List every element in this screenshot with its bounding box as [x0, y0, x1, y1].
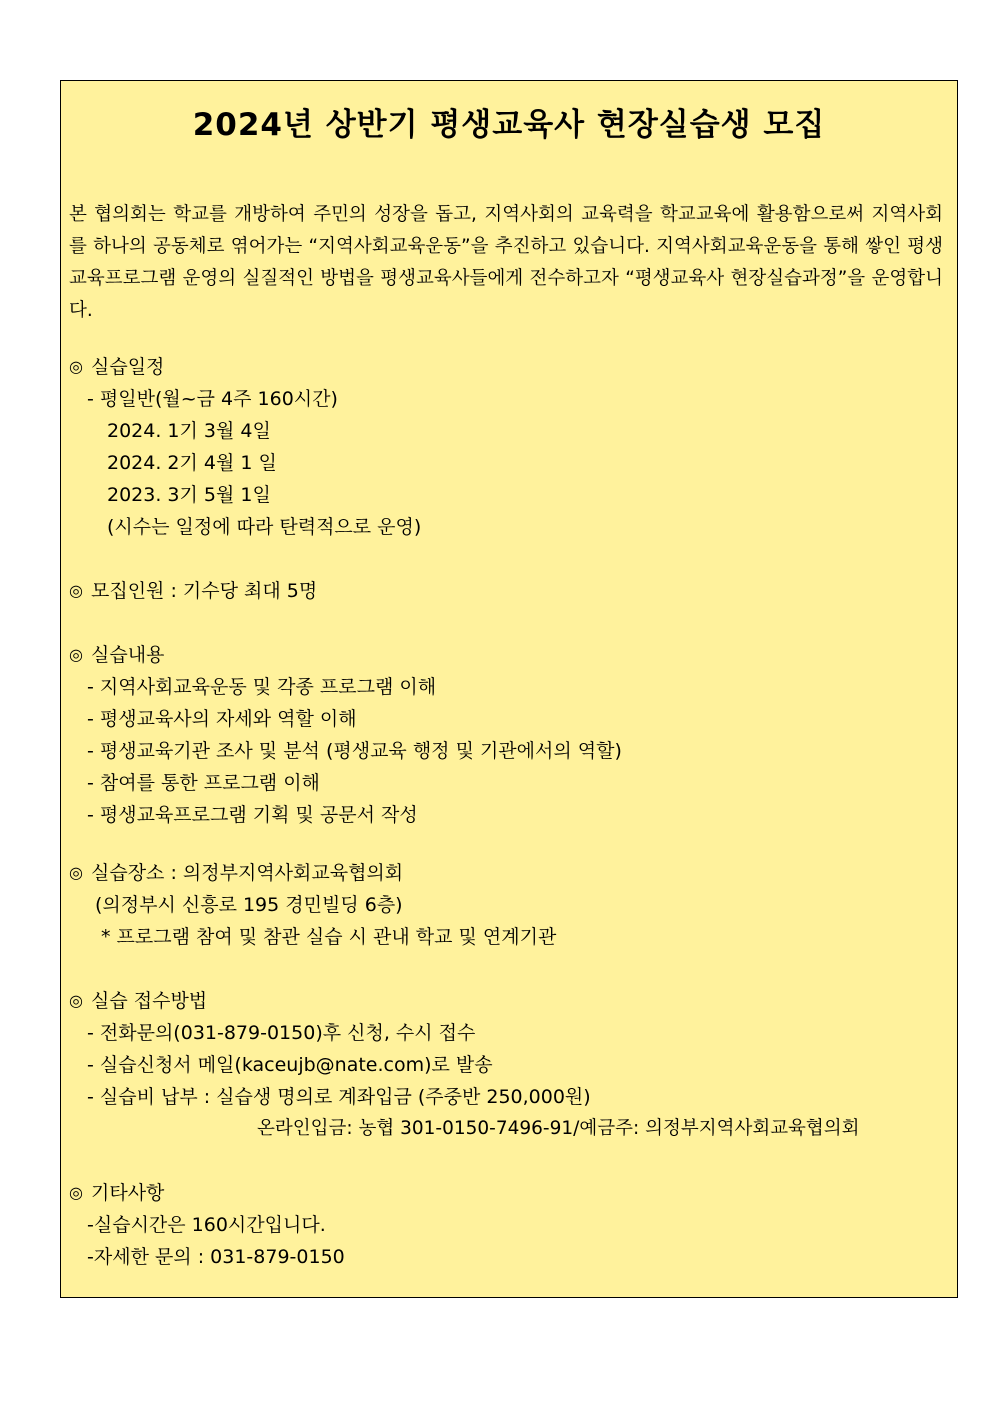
etc-heading-text: 기타사항: [91, 1182, 165, 1204]
notice-box: [60, 80, 958, 1298]
apply-account: 온라인입금: 농협 301-0150-7496-91/예금주: 의정부지역사회교육협의회: [257, 1118, 860, 1139]
bullet-icon: ◎: [69, 357, 83, 376]
schedule-date: 2023. 3기 5월 1일: [107, 484, 271, 506]
content-heading: [69, 639, 164, 671]
schedule-note: (시수는 일정에 따라 탄력적으로 운영): [107, 516, 422, 538]
list-item: - 실습신청서 메일(kaceujb@nate.com)로 발송: [87, 1054, 493, 1076]
schedule-heading: [69, 351, 164, 383]
document-title: 2024년 상반기 평생교육사 현장실습생 모집: [192, 107, 826, 143]
bullet-icon: ◎: [69, 1183, 83, 1202]
list-item: - 참여를 통한 프로그램 이해: [87, 772, 320, 794]
place-note: * 프로그램 참여 및 참관 실습 시 관내 학교 및 연계기관: [101, 926, 557, 948]
list-item: -실습시간은 160시간입니다.: [87, 1214, 326, 1236]
schedule-date: 2024. 2기 4월 1 일: [107, 452, 277, 474]
list-item: - 평생교육프로그램 기획 및 공문서 작성: [87, 804, 418, 826]
bullet-icon: ◎: [69, 581, 83, 600]
content-heading-text: 실습내용: [91, 644, 165, 666]
etc-heading: [69, 1177, 164, 1209]
list-item: - 평생교육기관 조사 및 분석 (평생교육 행정 및 기관에서의 역할): [87, 740, 622, 762]
list-item: -자세한 문의 : 031-879-0150: [87, 1246, 345, 1268]
apply-heading-text: 실습 접수방법: [91, 990, 208, 1012]
recruit-line: [69, 575, 317, 607]
intro-paragraph: 본 협의회는 학교를 개방하여 주민의 성장을 돕고, 지역사회의 교육력을 학교교육에 활용함으로써 지역사회를 하나의 공동체로 엮어가는 “지역사회교육운동”을 추진하고 있습니다. 지역사회교육운동을 통해 쌓인 평생교육프로그램 운영의 실질적인 방법을 평생교육사들에게 전수하고자 “평생교육사 현장실습과정”을 운영합니다.: [69, 204, 943, 321]
bullet-icon: ◎: [69, 991, 83, 1010]
list-item: - 평생교육사의 자세와 역할 이해: [87, 708, 357, 730]
apply-heading: [69, 985, 207, 1017]
place-address: (의정부시 신흥로 195 경민빌딩 6층): [95, 894, 403, 916]
list-item: - 지역사회교육운동 및 각종 프로그램 이해: [87, 676, 437, 698]
list-item: - 전화문의(031-879-0150)후 신청, 수시 접수: [87, 1022, 476, 1044]
recruit-text: 모집인원 : 기수당 최대 5명: [91, 580, 318, 602]
schedule-heading-text: 실습일정: [91, 356, 165, 378]
schedule-weekday: - 평일반(월~금 4주 160시간): [87, 388, 338, 410]
place-heading: [69, 857, 403, 889]
schedule-date: 2024. 1기 3월 4일: [107, 420, 271, 442]
bullet-icon: ◎: [69, 645, 83, 664]
place-heading-text: 실습장소 : 의정부지역사회교육협의회: [91, 862, 404, 884]
bullet-icon: ◎: [69, 863, 83, 882]
list-item: - 실습비 납부 : 실습생 명의로 계좌입금 (주중반 250,000원): [87, 1086, 591, 1108]
